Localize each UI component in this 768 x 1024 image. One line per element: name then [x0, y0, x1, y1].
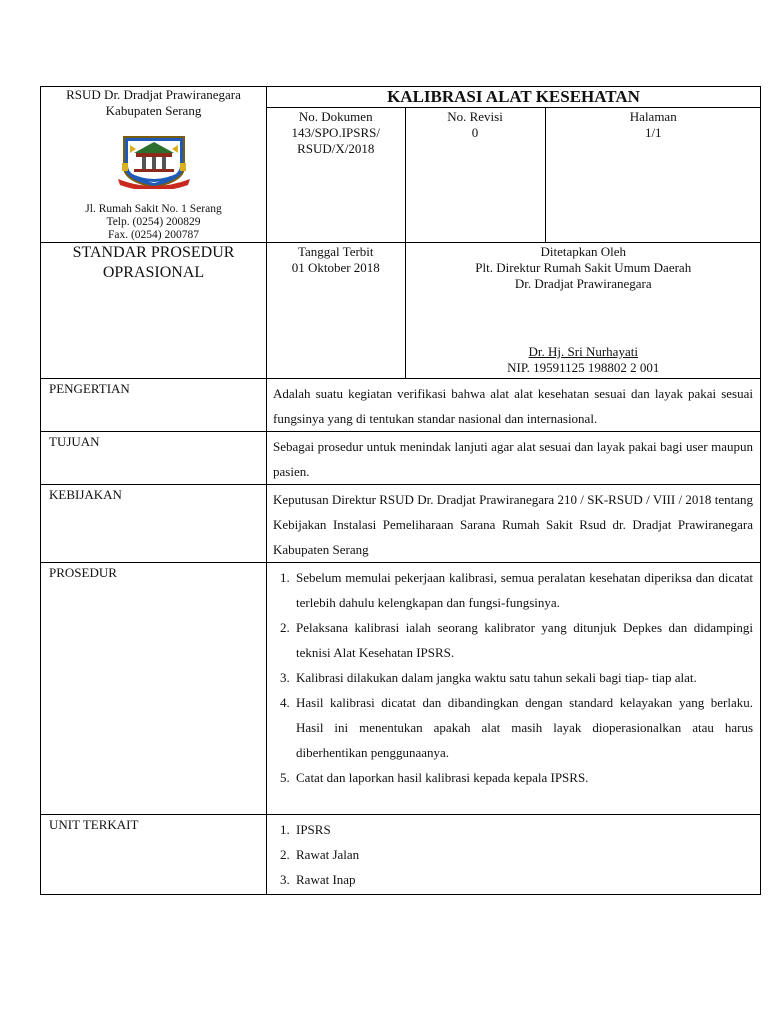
- sop-title-cell: [41, 243, 267, 379]
- halaman-value: 1/1: [644, 125, 662, 140]
- tanggal-terbit-value: 01 Oktober 2018: [291, 260, 380, 275]
- tanggal-terbit-label: Tanggal Terbit: [297, 244, 374, 259]
- no-dokumen-label: No. Dokumen: [298, 109, 373, 124]
- no-dokumen-value-2: RSUD/X/2018: [297, 141, 375, 156]
- hospital-fax: Fax. (0254) 200787: [107, 229, 200, 241]
- sop-title-line-1: STANDAR PROSEDUR: [72, 244, 235, 261]
- prosedur-list: [273, 565, 753, 790]
- unit-item: 3. Rawat Inap: [293, 867, 753, 892]
- signature-block: [406, 344, 762, 376]
- regency-emblem-icon: [116, 133, 192, 189]
- document-meta-table: [267, 108, 761, 242]
- prosedur-item: 3. Kalibrasi dilakukan dalam jangka waktu satu tahun sekali bagi tiap- tiap alat.: [293, 665, 753, 690]
- hospital-regency: Kabupaten Serang: [105, 103, 202, 118]
- unit-item: 2. Rawat Jalan: [293, 842, 753, 867]
- halaman-cell: [545, 108, 761, 242]
- ditetapkan-label: Ditetapkan Oleh: [540, 244, 627, 259]
- no-revisi-label: No. Revisi: [447, 109, 503, 124]
- sop-title-line-2: OPRASIONAL: [102, 264, 205, 281]
- tujuan-label: TUJUAN: [41, 432, 267, 485]
- no-revisi-cell: [405, 108, 545, 242]
- kebijakan-text: Keputusan Direktur RSUD Dr. Dradjat Prawiranegara 210 / SK-RSUD / VIII / 2018 tentang Kebijakan Instalasi Pemeliharaan Sarana Rumah Sakit Rsud dr. Dradjat Prawiranegara Kabupaten Serang: [267, 485, 761, 563]
- pengertian-text: Adalah suatu kegiatan verifikasi bahwa alat alat kesehatan sesuai dan layak pakai sesuai fungsinya yang di tentukan standar nasional dan internasional.: [267, 379, 761, 432]
- pengertian-label: PENGERTIAN: [41, 379, 267, 432]
- prosedur-label: PROSEDUR: [41, 563, 267, 815]
- no-dokumen-cell: [267, 108, 405, 242]
- tanggal-terbit-cell: [267, 243, 405, 378]
- hospital-address-block: [41, 203, 266, 242]
- hospital-header-cell: [41, 87, 267, 243]
- no-revisi-value: 0: [471, 125, 479, 140]
- unit-terkait-list: [273, 817, 753, 892]
- prosedur-cell: [267, 563, 761, 815]
- document-title: KALIBRASI ALAT KESEHATAN: [267, 87, 761, 108]
- no-dokumen-value-1: 143/SPO.IPSRS/: [291, 125, 380, 140]
- unit-terkait-label: UNIT TERKAIT: [41, 815, 267, 895]
- document-meta-cell: [267, 108, 761, 243]
- kebijakan-label: KEBIJAKAN: [41, 485, 267, 563]
- prosedur-item: 4. Hasil kalibrasi dicatat dan dibandingkan dengan standard kelayakan yang berlaku. Hasil ini menentukan apakah alat masih layak dioperasionalkan atau harus diberhentikan penggunaanya.: [293, 690, 753, 765]
- prosedur-item: 1. Sebelum memulai pekerjaan kalibrasi, semua peralatan kesehatan diperiksa dan dicatat terlebih dahulu kelengkapan dan fungsi-fungsinya.: [293, 565, 753, 615]
- unit-terkait-cell: [267, 815, 761, 895]
- sop-document-table: [40, 86, 761, 895]
- signer-name: Dr. Hj. Sri Nurhayati: [528, 344, 638, 359]
- jabatan: Plt. Direktur Rumah Sakit Umum Daerah: [475, 260, 692, 275]
- unit-item: 1. IPSRS: [293, 817, 753, 842]
- prosedur-item: 2. Pelaksana kalibrasi ialah seorang kalibrator yang ditunjuk Depkes dan didampingi teknisi Alat Kesehatan IPSRS.: [293, 615, 753, 665]
- ditetapkan-cell: [405, 243, 761, 378]
- sop-meta-table: [267, 243, 761, 378]
- sop-meta-cell: [267, 243, 761, 379]
- rs-name: Dr. Dradjat Prawiranegara: [514, 276, 652, 291]
- hospital-phone: Telp. (0254) 200829: [106, 216, 201, 228]
- hospital-name: RSUD Dr. Dradjat Prawiranegara: [66, 87, 241, 102]
- prosedur-item: 5. Catat dan laporkan hasil kalibrasi kepada kepala IPSRS.: [293, 765, 753, 790]
- hospital-address: Jl. Rumah Sakit No. 1 Serang: [85, 203, 222, 215]
- halaman-label: Halaman: [629, 109, 677, 124]
- signer-nip: NIP. 19591125 198802 2 001: [507, 360, 660, 375]
- tujuan-text: Sebagai prosedur untuk menindak lanjuti agar alat sesuai dan layak pakai bagi user maupun pasien.: [267, 432, 761, 485]
